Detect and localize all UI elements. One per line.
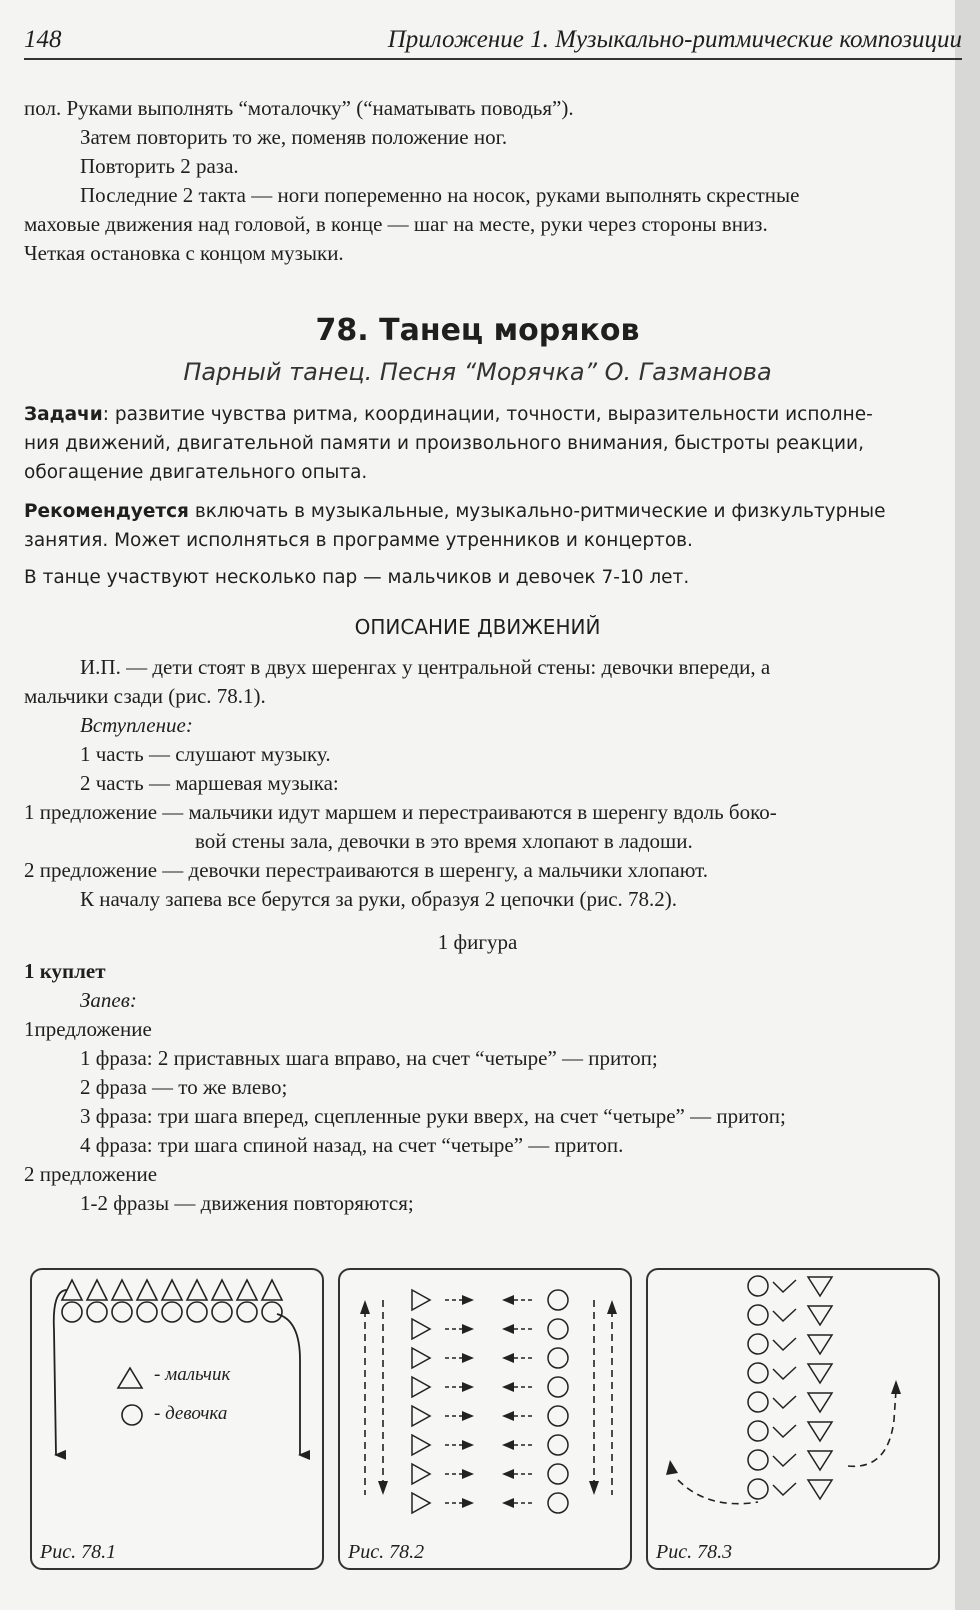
- girl-circle-icon: [112, 1302, 132, 1322]
- boy-triangle-icon: [112, 1280, 132, 1300]
- right-arrow-icon: [462, 1324, 474, 1334]
- boy-triangle-icon: [808, 1422, 832, 1441]
- boy-triangle-icon: [262, 1280, 282, 1300]
- figure-caption: Рис. 78.2: [348, 1541, 425, 1563]
- boy-triangle-icon: [412, 1493, 430, 1513]
- boy-triangle-icon: [412, 1464, 430, 1484]
- joined-hands-mark: [773, 1454, 796, 1466]
- joined-hands-mark: [773, 1425, 796, 1437]
- boys-row: [62, 1280, 282, 1300]
- girl-circle-icon: [748, 1363, 768, 1383]
- figure-caption: Рис. 78.3: [656, 1541, 733, 1563]
- boy-triangle-icon: [87, 1280, 107, 1300]
- boy-triangle-icon: [808, 1451, 832, 1470]
- description-line: мальчики сзади (рис. 78.1).: [24, 684, 266, 708]
- figure-caption: Рис. 78.1: [40, 1541, 117, 1563]
- right-arrow-icon: [462, 1353, 474, 1363]
- description-line: 1 фраза: 2 приставных шага вправо, на счет “четыре” — притоп;: [80, 1046, 658, 1070]
- intro-line: Четкая остановка с концом музыки.: [24, 241, 344, 265]
- girl-circle-icon: [548, 1377, 568, 1397]
- description-line: К началу запева все берутся за руки, образуя 2 цепочки (рис. 78.2).: [80, 887, 678, 911]
- left-arrow-icon: [502, 1295, 514, 1305]
- intro-line: Повторить 2 раза.: [80, 154, 239, 178]
- joined-hands-mark: [773, 1367, 796, 1379]
- girl-circle-icon: [548, 1464, 568, 1484]
- description-line: 2 предложение — девочки перестраиваются в шеренгу, а мальчики хлопают.: [24, 858, 708, 882]
- figure-heading: 1 фигура: [437, 930, 518, 954]
- joined-hands-mark: [773, 1396, 796, 1408]
- up-arrow-icon: [891, 1380, 901, 1394]
- right-arrow-icon: [462, 1498, 474, 1508]
- girl-circle-icon: [548, 1348, 568, 1368]
- tasks-line: ния движений, двигательной памяти и произвольного внимания, быстроты реакции,: [24, 433, 864, 454]
- description-line: 1предложение: [24, 1017, 152, 1041]
- left-curve-path: [678, 1480, 758, 1504]
- girl-circle-icon: [162, 1302, 182, 1322]
- boy-triangle-icon: [137, 1280, 157, 1300]
- left-arrow-icon: [502, 1440, 514, 1450]
- left-arrow-icon: [502, 1324, 514, 1334]
- legend-boy: - мальчик: [154, 1364, 231, 1385]
- description-line: 3 фраза: три шага вперед, сцепленные руки вверх, на счет “четыре” — притоп;: [80, 1104, 786, 1128]
- description-line: 1 предложение — мальчики идут маршем и перестраиваются в шеренгу вдоль боко-: [24, 800, 777, 824]
- right-arrow-icon: [462, 1295, 474, 1305]
- girl-circle-icon: [748, 1450, 768, 1470]
- description-heading: ОПИСАНИЕ ДВИЖЕНИЙ: [354, 615, 601, 639]
- description-line: 4 фраза: три шага спиной назад, на счет “четыре” — притоп.: [80, 1133, 624, 1157]
- girl-circle-icon: [548, 1319, 568, 1339]
- girl-circle-icon: [137, 1302, 157, 1322]
- boy-triangle-icon: [412, 1290, 430, 1310]
- girl-circle-icon: [748, 1305, 768, 1325]
- boy-triangle-icon: [808, 1480, 832, 1499]
- boy-triangle-icon: [412, 1319, 430, 1339]
- section-subtitle: Парный танец. Песня “Морячка” О. Газманова: [183, 358, 772, 386]
- section-title: 78. Танец моряков: [315, 313, 640, 348]
- tasks-paragraph: [24, 400, 873, 429]
- legend-girl: - девочка: [154, 1403, 228, 1424]
- boy-triangle-icon: [237, 1280, 257, 1300]
- description-line: 1-2 фразы — движения повторяются;: [80, 1191, 414, 1215]
- girl-circle-icon: [62, 1302, 82, 1322]
- left-path-arrow: [54, 1290, 67, 1455]
- intro-heading: Вступление:: [80, 713, 193, 737]
- joined-hands-mark: [773, 1280, 796, 1292]
- girls-row: [62, 1302, 282, 1322]
- pairs-rows: [412, 1290, 568, 1513]
- girl-circle-icon: [748, 1392, 768, 1412]
- down-arrow-icon: [589, 1481, 599, 1495]
- arrow-icon: [666, 1460, 678, 1475]
- intro-line: Последние 2 такта — ноги попеременно на носок, руками выполнять скрестные: [80, 183, 800, 207]
- running-title: Приложение 1. Музыкально-ритмические композиции: [387, 26, 962, 53]
- right-arrow-icon: [462, 1469, 474, 1479]
- joined-hands-mark: [773, 1338, 796, 1350]
- description-line: вой стены зала, девочки в это время хлопают в ладоши.: [195, 829, 693, 853]
- intro-line: маховые движения над головой, в конце — шаг на месте, руки через стороны вниз.: [24, 212, 768, 236]
- pairs-column: [748, 1276, 832, 1499]
- recommend-label: Рекомендуется: [24, 501, 189, 522]
- intro-line: Затем повторить то же, поменяв положение ног.: [80, 125, 508, 149]
- boy-triangle-icon: [808, 1364, 832, 1383]
- girl-circle-icon: [187, 1302, 207, 1322]
- boy-triangle-icon: [412, 1348, 430, 1368]
- tasks-text: : развитие чувства ритма, координации, точности, выразительности исполне-: [102, 404, 873, 425]
- boy-triangle-icon: [808, 1306, 832, 1325]
- girl-circle-icon: [548, 1493, 568, 1513]
- running-header: [24, 26, 962, 60]
- joined-hands-mark: [773, 1309, 796, 1321]
- right-arrow-icon: [462, 1440, 474, 1450]
- legend-triangle-icon: [118, 1368, 142, 1388]
- girl-circle-icon: [748, 1479, 768, 1499]
- figure-78-1: [30, 1268, 324, 1570]
- boy-triangle-icon: [412, 1406, 430, 1426]
- description-line: 2 предложение: [24, 1162, 158, 1186]
- girl-circle-icon: [548, 1290, 568, 1310]
- description-line: 2 фраза — то же влево;: [80, 1075, 288, 1099]
- formation-diagram-3: [648, 1270, 938, 1568]
- left-arrow-icon: [502, 1469, 514, 1479]
- boy-triangle-icon: [162, 1280, 182, 1300]
- description-line: 2 часть — маршевая музыка:: [80, 771, 339, 795]
- girl-circle-icon: [748, 1421, 768, 1441]
- right-path-arrow: [277, 1314, 300, 1455]
- left-arrow-icon: [502, 1353, 514, 1363]
- intro-line: пол. Руками выполнять “моталочку” (“наматывать поводья”).: [24, 96, 574, 120]
- left-arrow-icon: [502, 1382, 514, 1392]
- right-arrow-icon: [462, 1382, 474, 1392]
- girl-circle-icon: [262, 1302, 282, 1322]
- legend-circle-icon: [122, 1405, 142, 1425]
- boy-triangle-icon: [412, 1377, 430, 1397]
- boy-triangle-icon: [808, 1393, 832, 1412]
- right-arrow-icon: [462, 1411, 474, 1421]
- girl-circle-icon: [237, 1302, 257, 1322]
- recommend-text: включать в музыкальные, музыкально-ритмические и физкультурные: [188, 501, 886, 522]
- girl-circle-icon: [748, 1334, 768, 1354]
- participants-text: В танце участвуют несколько пар — мальчиков и девочек 7-10 лет.: [24, 567, 690, 588]
- boy-triangle-icon: [808, 1335, 832, 1354]
- girl-circle-icon: [87, 1302, 107, 1322]
- boy-triangle-icon: [412, 1435, 430, 1455]
- girl-circle-icon: [212, 1302, 232, 1322]
- girl-circle-icon: [548, 1435, 568, 1455]
- page-edge: [955, 0, 980, 1610]
- tasks-line: обогащение двигательного опыта.: [24, 462, 368, 483]
- tasks-label: Задачи: [24, 404, 103, 425]
- joined-hands-mark: [773, 1483, 796, 1495]
- boy-triangle-icon: [187, 1280, 207, 1300]
- verse-heading: 1 куплет: [24, 959, 106, 983]
- right-curve-path: [848, 1390, 896, 1466]
- left-arrow-icon: [502, 1411, 514, 1421]
- formation-diagram-2: [340, 1270, 630, 1568]
- boy-triangle-icon: [212, 1280, 232, 1300]
- figure-78-3: [646, 1268, 940, 1570]
- description-line: И.П. — дети стоят в двух шеренгах у центральной стены: девочки впереди, а: [80, 655, 771, 679]
- left-arrow-icon: [502, 1498, 514, 1508]
- up-arrow-icon: [607, 1300, 617, 1314]
- up-arrow-icon: [360, 1300, 370, 1314]
- girl-circle-icon: [748, 1276, 768, 1296]
- page-number: 148: [24, 26, 62, 53]
- description-line: 1 часть — слушают музыку.: [80, 742, 331, 766]
- recommend-paragraph: [24, 497, 885, 526]
- chorus-heading: Запев:: [80, 988, 137, 1012]
- recommend-line: занятия. Может исполняться в программе утренников и концертов.: [24, 530, 693, 551]
- girl-circle-icon: [548, 1406, 568, 1426]
- boy-triangle-icon: [808, 1277, 832, 1296]
- figure-78-2: [338, 1268, 632, 1570]
